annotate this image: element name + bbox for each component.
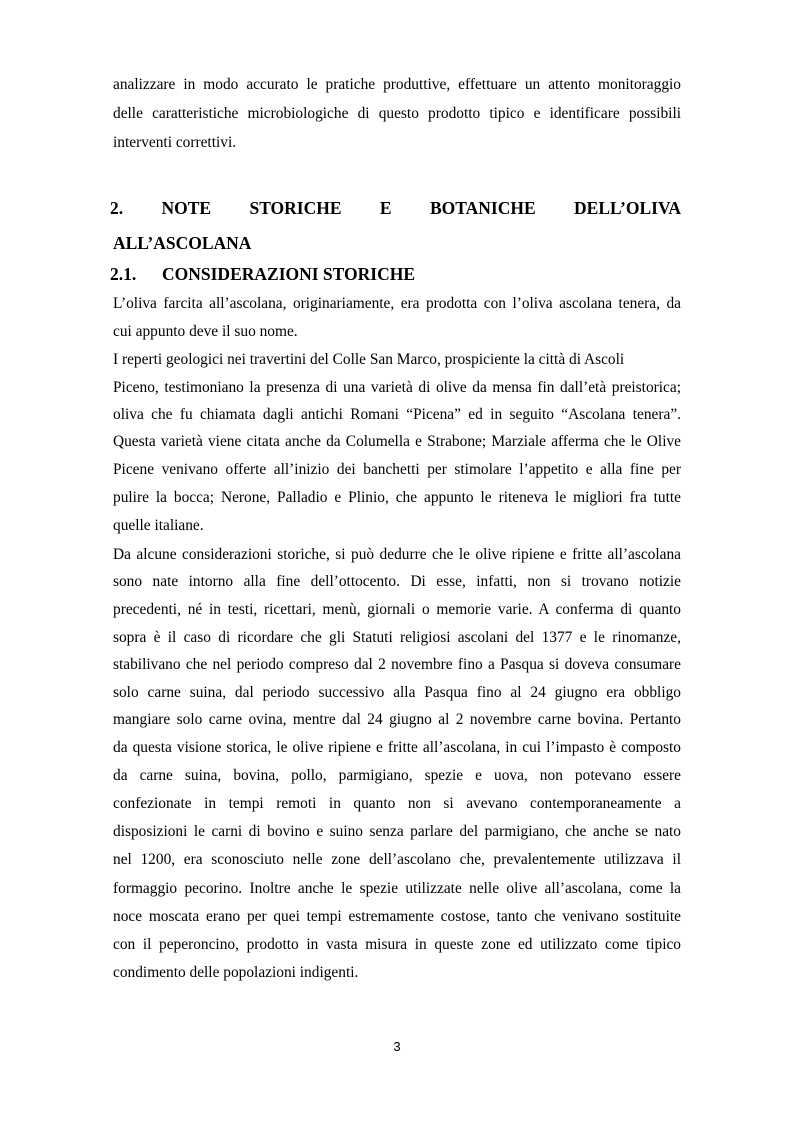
text-line: solo carne suina, dal periodo successivo alla Pasqua fino al 24 giugno era obbligo (113, 684, 681, 701)
text-line: I reperti geologici nei travertini del Colle San Marco, prospiciente la città di Ascoli (113, 351, 625, 368)
text-line: pulire la bocca; Nerone, Palladio e Plinio, che appunto le riteneva le migliori fra tutte (113, 489, 681, 506)
text-line: formaggio pecorino. Inoltre anche le spezie utilizzate nelle olive all’ascolana, come la (113, 880, 681, 897)
text-line: nel 1200, era sconosciuto nelle zone dell’ascolano che, prevalentemente utilizzava il (113, 851, 681, 868)
text-line: Questa varietà viene citata anche da Columella e Strabone; Marziale afferma che le Olive (113, 433, 681, 450)
text-line: Piceno, testimoniano la presenza di una varietà di olive da mensa fin dall’età preistorica; (113, 379, 681, 396)
subsection-title: CONSIDERAZIONI STORICHE (162, 264, 416, 284)
text-line: analizzare in modo accurato le pratiche produttive, effettuare un attento monitoraggio (113, 76, 681, 93)
text-line: oliva che fu chiamata dagli antichi Romani “Picena” ed in seguito “Ascolana tenera”. (113, 406, 681, 423)
page-number: 3 (393, 1039, 401, 1054)
text-line: sopra è il caso di ricordare che gli Statuti religiosi ascolani del 1377 e le rinomanze, (113, 629, 681, 646)
text-line: precedenti, né in testi, ricettari, menù, giornali o memorie varie. A conferma di quanto (113, 601, 681, 618)
text-line: condimento delle popolazioni indigenti. (113, 964, 359, 981)
section-heading-line: ALL’ASCOLANA (113, 233, 252, 253)
text-line: noce moscata erano per quei tempi estremamente costose, tanto che venivano sostituite (113, 908, 681, 925)
text-line: da carne suina, bovina, pollo, parmigiano, spezie e uova, non potevano essere (113, 767, 681, 784)
text-line: mangiare solo carne ovina, mentre dal 24 giugno al 2 novembre carne bovina. Pertanto (113, 711, 681, 728)
text-line: Picene venivano offerte all’inizio dei banchetti per stimolare l’appetito e alla fine per (113, 461, 681, 478)
text-line: sono nate intorno alla fine dell’ottocento. Di esse, infatti, non si trovano notizie (113, 573, 681, 590)
text-line: interventi correttivi. (113, 134, 237, 151)
text-line: con il peperoncino, prodotto in vasta misura in queste zone ed utilizzato come tipico (113, 936, 681, 953)
text-line: delle caratteristiche microbiologiche di questo prodotto tipico e identificare possibili (113, 105, 681, 122)
subsection-number: 2.1. (110, 264, 137, 284)
text-line: cui appunto deve il suo nome. (113, 323, 298, 340)
text-line: stabilivano che nel periodo compreso dal 2 novembre fino a Pasqua si doveva consumare (113, 656, 681, 673)
text-line: disposizioni le carni di bovino e suino senza parlare del parmigiano, che anche se nato (113, 823, 681, 840)
text-line: da questa visione storica, le olive ripiene e fritte all’ascolana, in cui l’impasto è composto (113, 739, 681, 756)
text-line: quelle italiane. (113, 517, 204, 534)
text-line: Da alcune considerazioni storiche, si può dedurre che le olive ripiene e fritte all’ascolana (113, 546, 681, 563)
text-line: confezionate in tempi remoti in quanto non si avevano contemporaneamente a (113, 795, 681, 812)
text-line: L’oliva farcita all’ascolana, originariamente, era prodotta con l’oliva ascolana tenera, da (113, 295, 681, 312)
subsection-heading (110, 263, 415, 285)
section-heading-line: 2. NOTE STORICHE E BOTANICHE DELL’OLIVA (110, 198, 681, 218)
